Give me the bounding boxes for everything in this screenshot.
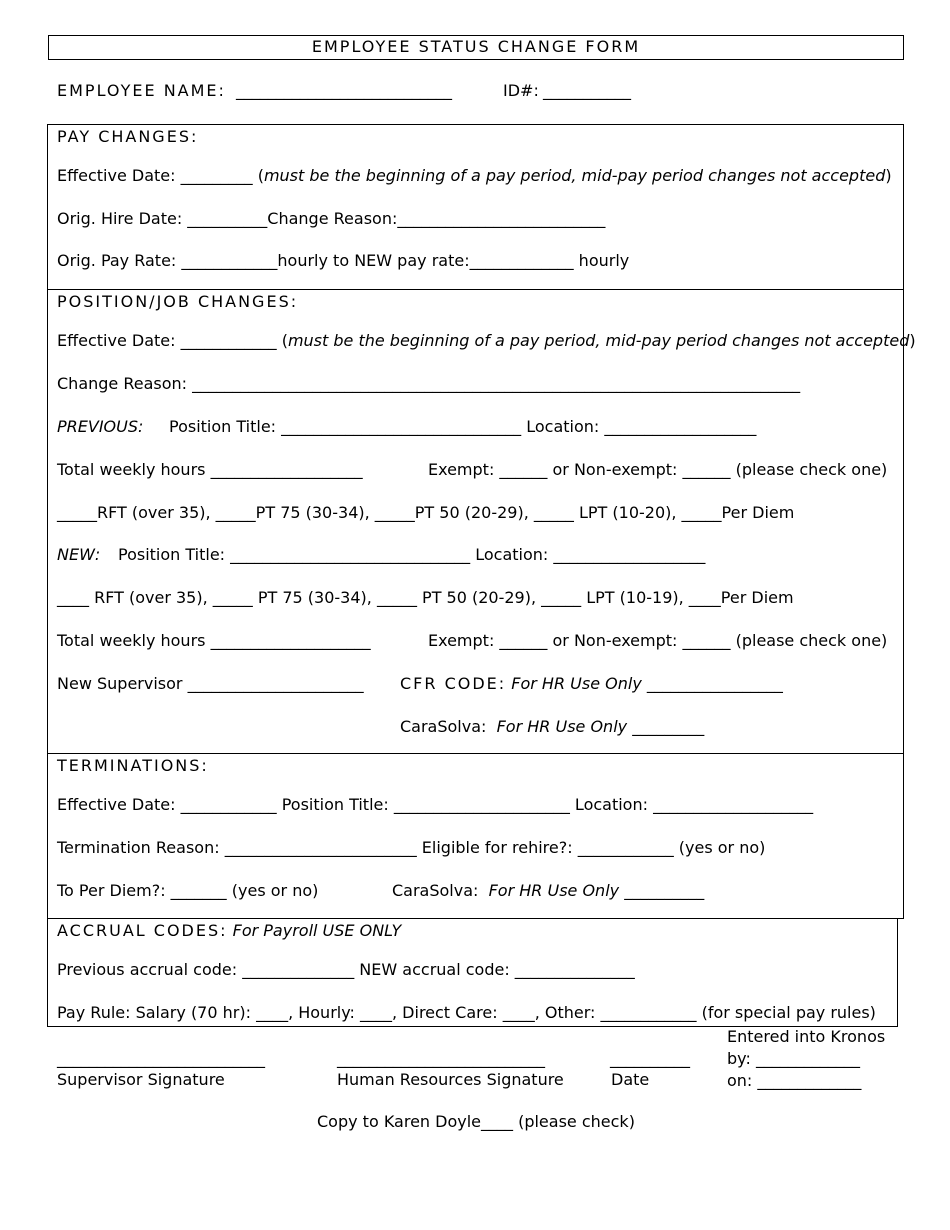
new-supervisor-line[interactable]: New Supervisor ______________________ xyxy=(57,674,364,693)
supervisor-signature-field[interactable]: __________________________ xyxy=(57,1049,265,1068)
kronos-label: Entered into Kronos xyxy=(727,1027,886,1046)
kronos-on-field[interactable]: on: _____________ xyxy=(727,1071,862,1090)
id-label: ID#: xyxy=(503,81,539,100)
pay-rule-line[interactable]: Pay Rule: Salary (70 hr): ____, Hourly: ____, Direct Care: ____, Other: ____________ (for special pay rules) xyxy=(57,1003,876,1022)
new-hours-line[interactable]: Total weekly hours ____________________ xyxy=(57,631,371,650)
previous-types-line[interactable]: _____RFT (over 35), _____PT 75 (30-34), _____PT 50 (20-29), _____ LPT (10-20), _____Per Diem xyxy=(57,503,795,522)
position-change-reason-line[interactable]: Change Reason: ____________________________________________________________________________ xyxy=(57,374,801,393)
supervisor-signature-label: Supervisor Signature xyxy=(57,1070,225,1089)
new-label: NEW: xyxy=(57,545,101,564)
per-diem-line[interactable]: To Per Diem?: _______ (yes or no) xyxy=(57,881,319,900)
accrual-heading: ACCRUAL CODES: For Payroll USE ONLY xyxy=(57,921,402,940)
previous-label: PREVIOUS: xyxy=(57,417,144,436)
form-title: EMPLOYEE STATUS CHANGE FORM xyxy=(48,35,904,60)
termination-effective-line[interactable]: Effective Date: ____________ Position Title: ______________________ Location: ____________________ xyxy=(57,795,814,814)
position-effective-date-line[interactable]: Effective Date: ____________ (must be the beginning of a pay period, mid-pay period changes not accepted) xyxy=(57,331,916,350)
date-field[interactable]: __________ xyxy=(610,1049,690,1068)
date-label: Date xyxy=(611,1070,650,1089)
employee-name-label: EMPLOYEE NAME: xyxy=(57,81,226,100)
employee-name-field[interactable]: ___________________________ xyxy=(236,81,452,100)
new-position-line[interactable]: Position Title: ______________________________ Location: ___________________ xyxy=(118,545,706,564)
termination-reason-line[interactable]: Termination Reason: ________________________ Eligible for rehire?: ____________ (yes or no) xyxy=(57,838,766,857)
terminations-heading: TERMINATIONS: xyxy=(57,756,209,775)
new-types-line[interactable]: ____ RFT (over 35), _____ PT 75 (30-34), _____ PT 50 (20-29), _____ LPT (10-19), ____Per Diem xyxy=(57,588,794,607)
accrual-codes-line[interactable]: Previous accrual code: ______________ NEW accrual code: _______________ xyxy=(57,960,635,979)
previous-exempt-line[interactable]: Exempt: ______ or Non-exempt: ______ (please check one) xyxy=(428,460,888,479)
pay-effective-date-line[interactable]: Effective Date: _________ (must be the beginning of a pay period, mid-pay period changes not accepted) xyxy=(57,166,892,185)
carasolva-line[interactable]: CaraSolva: For HR Use Only _________ xyxy=(400,717,705,736)
position-changes-heading: POSITION/JOB CHANGES: xyxy=(57,292,299,311)
kronos-by-field[interactable]: by: _____________ xyxy=(727,1049,860,1068)
pay-changes-heading: PAY CHANGES: xyxy=(57,127,199,146)
hr-signature-field[interactable]: __________________________ xyxy=(337,1049,545,1068)
copy-to-line[interactable]: Copy to Karen Doyle____ (please check) xyxy=(317,1112,635,1131)
cfr-code-line[interactable]: CFR CODE: For HR Use Only _________________ xyxy=(400,674,783,693)
pay-hire-date-line[interactable]: Orig. Hire Date: __________Change Reason:__________________________ xyxy=(57,209,606,228)
previous-hours-line[interactable]: Total weekly hours ___________________ xyxy=(57,460,363,479)
previous-position-line[interactable]: Position Title: ______________________________ Location: ___________________ xyxy=(169,417,757,436)
termination-carasolva-line[interactable]: CaraSolva: For HR Use Only __________ xyxy=(392,881,705,900)
new-exempt-line[interactable]: Exempt: ______ or Non-exempt: ______ (please check one) xyxy=(428,631,888,650)
hr-signature-label: Human Resources Signature xyxy=(337,1070,564,1089)
id-field[interactable]: ___________ xyxy=(543,81,631,100)
pay-rate-line[interactable]: Orig. Pay Rate: ____________hourly to NEW pay rate:_____________ hourly xyxy=(57,251,630,270)
